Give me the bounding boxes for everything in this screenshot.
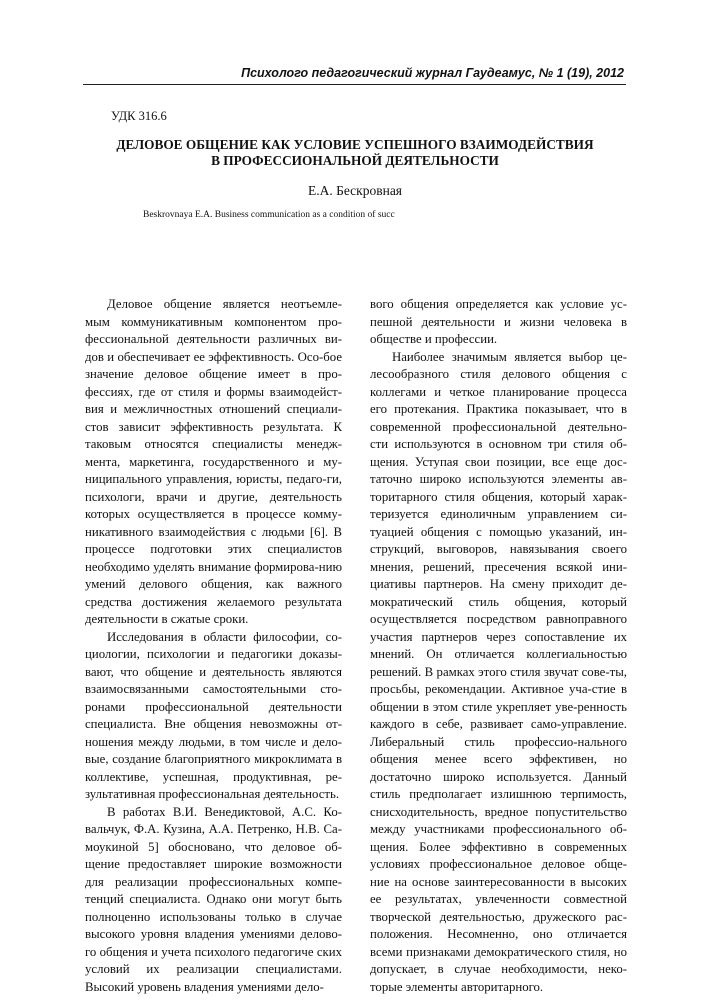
article-title-line-2: В ПРОФЕССИОНАЛЬНОЙ ДЕЯТЕЛЬНОСТИ xyxy=(211,153,499,168)
article-author: Е.А. Бескровная xyxy=(307,183,403,198)
paragraph: Наиболее значимым является выбор це-лесообразного стиля делового общения с коллегами и четкое планирование процесса его протекания. Практика показывает, что в современной профессиональной деятельно-сти используются в основном три стиля об-щения. Уступая свои позиции, все еще дос-таточно широко используются элементы ав-торитарного стиля общения, который харак-теризуется единоличным управлением си-туацией общения с помощью указаний, ин-струкций, выговоров, навязывания своего мнения, решений, пресечения всякой ини-циативы партнеров. На смену приходит де-мократический стиль общения, который осуществляется посредством равноправного участия партнеров через сопоставление их мнений. Он отличается коллегиальностью решений. В рамках этого стиля звучат сове-ты, просьбы, рекомендации. Активное уча-стие в общении в этом стиле укрепляет уве-ренность каждого в себе, развивает само-управление. Либеральный стиль профессио-нального общения менее всего эффективен, но достаточно широко используется. Данный стиль предполагает излишнюю терпимость, снисходительность, вредное попустительство между участниками профессионального об-щения. Более эффективно в современных условиях профессиональное деловое обще-ние на основе заинтересованности в высоких ее результатах, увлеченности совместной творческой деятельностью, дружеского рас-положения. Несомненно, оно отличается всеми признаками демократического стиля, но допускает, в случае необходимости, неко-торые элементы авторитарного. xyxy=(370,349,627,994)
paragraph: вого общения определяется как условие ус-пешной деятельности и жизни человека в обществе и профессии. xyxy=(370,297,627,346)
article-title-line-1: ДЕЛОВОЕ ОБЩЕНИЕ КАК УСЛОВИЕ УСПЕШНОГО ВЗАИМОДЕЙСТВИЯ xyxy=(116,137,594,152)
paragraph: Деловое общение является неотъемле-мым коммуникативным компонентом про-фессиональной деятельности различных ви-дов и обеспечивает ее эффективность. Осо-бое значение деловое общение имеет в про-фессиях, где от стиля и формы взаимодейст-вия и межличностных отношений специали-стов зависит эффективность результата. К таковым относятся специалисты менедж-мента, маркетинга, государственного и му-ниципального управления, юристы, педаго-ги, психологи, врачи и другие, деятельность которых осуществляется в процессе комму-никативного взаимодействия с людьми [6]. В процессе подготовки этих специалистов необходимо уделять внимание формирова-нию умений делового общения, как важного средства достижения желаемого результата деятельности в сжатые сроки. xyxy=(85,297,342,626)
running-head: Психолого педагогический журнал Гаудеамус, № 1 (19), 2012 xyxy=(241,66,624,80)
body-column-left xyxy=(85,296,342,996)
paragraph: Исследования в области философии, со-циологии, психологии и педагогики доказы-вают, что общение и деятельность являются взаимосвязанными самостоятельными сто-ронами профессиональной деятельности специалиста. Вне общения невозможны от-ношения между людьми, в том числе и дело-вые, создание благоприятного микроклимата в коллективе, успешная, продуктивная, ре-зультативная профессиональная деятельность. xyxy=(85,629,342,801)
header-rule xyxy=(83,84,626,85)
udc-code: УДК 316.6 xyxy=(111,109,167,123)
article-title xyxy=(85,137,625,169)
paragraph: В работах В.И. Венедиктовой, А.С. Ко-вальчук, Ф.А. Кузина, А.А. Петренко, Н.В. Са-моукиной 5] обосновано, что деловое об-щение предоставляет широкие возможности для реализации профессиональных компе-тенций специалиста. Однако они могут быть полноценно использованы только в случае высокого уровня владения умениями делово-го общения и учета психолого педагогиче ских условий их реализации специалистами. Высокий уровень владения умениями дело- xyxy=(85,804,342,994)
english-title: Beskrovnaya E.A. Business communication as a condition of succ xyxy=(143,210,395,220)
body-column-right xyxy=(370,296,627,996)
